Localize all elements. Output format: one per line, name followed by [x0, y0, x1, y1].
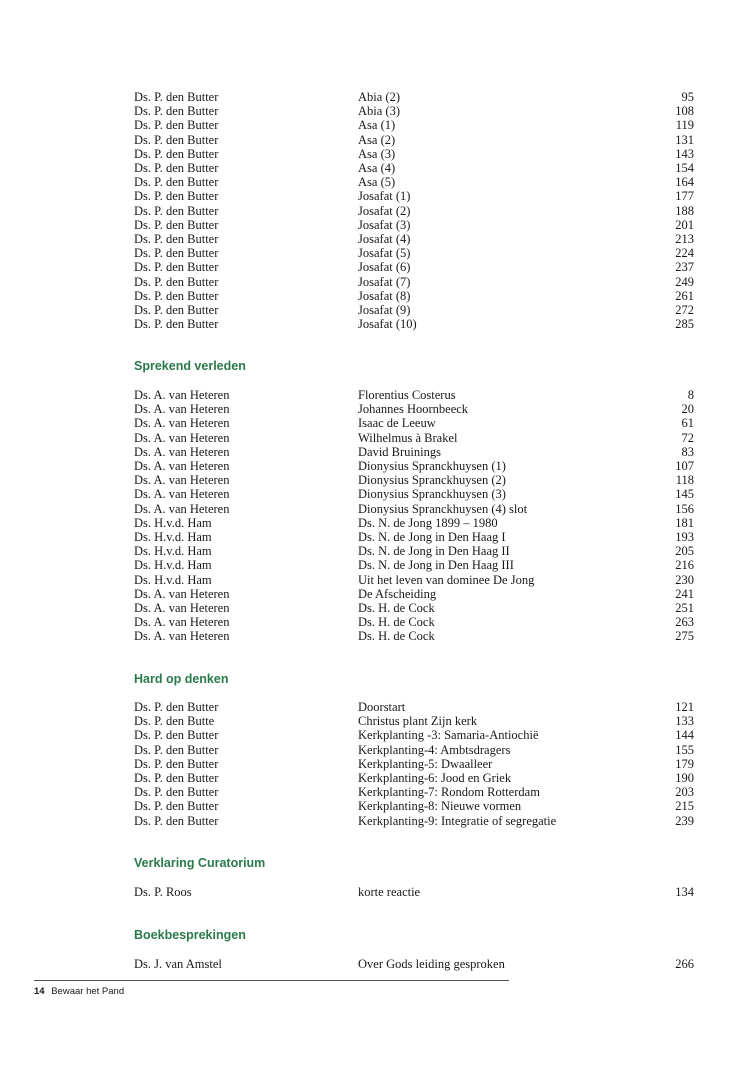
- toc-title: Josafat (9): [358, 303, 411, 317]
- toc-page-number: 61: [681, 416, 694, 431]
- toc-page-number: 143: [675, 146, 694, 161]
- toc-row: [134, 757, 694, 771]
- toc-page-number: 108: [675, 104, 694, 119]
- toc-row: [134, 402, 694, 416]
- toc-row: [134, 175, 694, 189]
- toc-page-number: 213: [675, 232, 694, 246]
- toc-row: [134, 161, 694, 175]
- toc-page-number: 156: [675, 501, 694, 516]
- toc-author: Ds. P. den Butter: [134, 785, 219, 800]
- toc-title: Josafat (8): [358, 288, 411, 303]
- toc-page-number: 179: [675, 756, 694, 771]
- toc-row: [134, 317, 694, 331]
- toc-author: Ds. P. den Butter: [134, 260, 219, 275]
- toc-row: [134, 743, 694, 757]
- toc-row: [134, 573, 694, 587]
- toc-row: [134, 147, 694, 161]
- toc-title: Josafat (3): [358, 217, 411, 232]
- toc-row: [134, 118, 694, 132]
- toc-row: [134, 431, 694, 445]
- toc-page-number: 275: [675, 629, 694, 644]
- toc-title: Ds. N. de Jong in Den Haag I: [358, 530, 506, 544]
- page-number: 14: [34, 986, 45, 997]
- toc-author: Ds. P. Roos: [134, 885, 192, 899]
- toc-page-number: 118: [675, 473, 694, 488]
- toc-row: [134, 218, 694, 232]
- toc-row: [134, 104, 694, 118]
- toc-title: Christus plant Zijn kerk: [358, 714, 478, 729]
- toc-page-number: 230: [675, 572, 694, 587]
- toc-author: Ds. A. van Heteren: [134, 473, 230, 488]
- toc-row: [134, 445, 694, 459]
- toc-row: [134, 487, 694, 501]
- toc-title: Josafat (4): [358, 232, 411, 246]
- toc-page-number: 107: [675, 459, 694, 473]
- toc-row: [134, 629, 694, 643]
- toc-title: David Bruinings: [358, 444, 441, 459]
- toc-row: [134, 275, 694, 289]
- toc-title: Kerkplanting-4: Ambtsdragers: [358, 742, 511, 757]
- toc-title: Ds. N. de Jong in Den Haag II: [358, 544, 510, 559]
- toc-author: Ds. H.v.d. Ham: [134, 558, 212, 573]
- toc-author: Ds. P. den Butter: [134, 799, 219, 814]
- toc-author: Ds. J. van Amstel: [134, 957, 222, 971]
- toc-title: Wilhelmus à Brakel: [358, 430, 458, 445]
- toc-page-number: 131: [675, 132, 694, 147]
- toc-author: Ds. H.v.d. Ham: [134, 572, 212, 587]
- toc-row: [134, 246, 694, 260]
- toc-title: Dionysius Spranckhuysen (3): [358, 487, 506, 502]
- toc-author: Ds. P. den Butter: [134, 175, 219, 190]
- toc-author: Ds. P. den Butter: [134, 246, 219, 261]
- toc-page-number: 164: [675, 175, 694, 190]
- toc-title: Josafat (5): [358, 246, 411, 261]
- toc-author: Ds. A. van Heteren: [134, 615, 230, 630]
- toc-page-number: 201: [675, 217, 694, 232]
- toc-author: Ds. A. van Heteren: [134, 430, 230, 445]
- toc-row: [134, 714, 694, 728]
- toc-title: De Afscheiding: [358, 586, 437, 601]
- toc-title: Asa (5): [358, 175, 396, 190]
- toc-title: Josafat (1): [358, 189, 411, 204]
- toc-row: [134, 544, 694, 558]
- toc-title: Ds. H. de Cock: [358, 601, 435, 615]
- toc-row: [134, 232, 694, 246]
- toc-title: Doorstart: [358, 700, 406, 714]
- toc-title: Dionysius Spranckhuysen (2): [358, 473, 506, 488]
- toc-row: [134, 785, 694, 799]
- section-heading: Verklaring Curatorium: [134, 856, 266, 870]
- toc-page-number: 119: [675, 118, 694, 133]
- toc-row: [134, 530, 694, 544]
- publication-name: Bewaar het Pand: [51, 986, 125, 997]
- toc-row: [134, 289, 694, 303]
- toc-author: Ds. A. van Heteren: [134, 629, 230, 644]
- toc-title: Asa (3): [358, 146, 396, 161]
- toc-author: Ds. P. den Butter: [134, 728, 219, 743]
- toc-author: Ds. P. den Butte: [134, 714, 215, 729]
- toc-page-number: 205: [675, 544, 694, 559]
- toc-title: Ds. H. de Cock: [358, 629, 435, 644]
- toc-row: [134, 90, 694, 104]
- toc-row: [134, 558, 694, 572]
- toc-author: Ds. A. van Heteren: [134, 388, 230, 402]
- toc-row: [134, 133, 694, 147]
- toc-author: Ds. P. den Butter: [134, 104, 219, 119]
- toc-title: Kerkplanting-8: Nieuwe vormen: [358, 799, 522, 814]
- toc-author: Ds. A. van Heteren: [134, 459, 230, 473]
- toc-author: Ds. A. van Heteren: [134, 501, 230, 516]
- toc-author: Ds. P. den Butter: [134, 274, 219, 289]
- toc-author: Ds. A. van Heteren: [134, 444, 230, 459]
- toc-page-number: 261: [675, 288, 694, 303]
- toc-author: Ds. A. van Heteren: [134, 416, 230, 431]
- toc-author: Ds. P. den Butter: [134, 189, 219, 204]
- toc-row: [134, 459, 694, 473]
- toc-row: [134, 885, 694, 899]
- toc-author: Ds. P. den Butter: [134, 90, 219, 104]
- toc-author: Ds. P. den Butter: [134, 756, 219, 771]
- toc-page-number: 239: [675, 813, 694, 828]
- toc-author: Ds. P. den Butter: [134, 146, 219, 161]
- page-footer: [34, 986, 124, 998]
- toc-author: Ds. P. den Butter: [134, 288, 219, 303]
- toc-author: Ds. H.v.d. Ham: [134, 515, 212, 530]
- toc-title: Kerkplanting -3: Samaria-Antiochië: [358, 728, 539, 743]
- toc-page-number: 133: [675, 714, 694, 729]
- toc-page-number: 224: [675, 246, 694, 261]
- toc-title: Uit het leven van dominee De Jong: [358, 572, 535, 587]
- toc-title: Josafat (10): [358, 317, 417, 332]
- toc-author: Ds. A. van Heteren: [134, 402, 230, 417]
- toc-row: [134, 260, 694, 274]
- toc-author: Ds. P. den Butter: [134, 317, 219, 332]
- toc-page-number: 177: [675, 189, 694, 204]
- toc-page-number: 121: [675, 700, 694, 714]
- toc-page-number: 72: [681, 430, 694, 445]
- toc-page-number: 193: [675, 530, 694, 544]
- toc-title: Ds. N. de Jong in Den Haag III: [358, 558, 514, 573]
- toc-row: [134, 473, 694, 487]
- toc-author: Ds. H.v.d. Ham: [134, 544, 212, 559]
- toc-row: [134, 204, 694, 218]
- toc-page-number: 144: [675, 728, 694, 743]
- toc-page-number: 181: [675, 515, 694, 530]
- toc-page-number: 134: [675, 885, 694, 899]
- toc-row: [134, 416, 694, 430]
- toc-page-number: 251: [675, 601, 694, 615]
- toc-author: Ds. P. den Butter: [134, 118, 219, 133]
- toc-page-number: 8: [687, 388, 694, 402]
- toc-page-number: 215: [675, 799, 694, 814]
- toc-author: Ds. H.v.d. Ham: [134, 530, 212, 544]
- toc-page-number: 145: [675, 487, 694, 502]
- toc-author: Ds. P. den Butter: [134, 203, 219, 218]
- toc-page-number: 263: [675, 615, 694, 630]
- toc-row: [134, 189, 694, 203]
- toc-row: [134, 799, 694, 813]
- toc-author: Ds. P. den Butter: [134, 303, 219, 317]
- toc-title: Josafat (6): [358, 260, 411, 275]
- toc-title: Asa (4): [358, 161, 396, 175]
- toc-title: Abia (3): [358, 104, 400, 119]
- toc-row: [134, 587, 694, 601]
- toc-row: [134, 601, 694, 615]
- toc-author: Ds. P. den Butter: [134, 813, 219, 828]
- toc-page-number: 154: [675, 161, 694, 175]
- toc-title: korte reactie: [358, 885, 421, 899]
- toc-page-number: 188: [675, 203, 694, 218]
- toc-row: [134, 728, 694, 742]
- toc-title: Florentius Costerus: [358, 388, 456, 402]
- toc-title: Kerkplanting-7: Rondom Rotterdam: [358, 785, 540, 800]
- toc-title: Dionysius Spranckhuysen (4) slot: [358, 501, 528, 516]
- toc-row: [134, 388, 694, 402]
- toc-title: Josafat (7): [358, 274, 411, 289]
- toc-author: Ds. P. den Butter: [134, 161, 219, 175]
- toc-author: Ds. P. den Butter: [134, 132, 219, 147]
- toc-row: [134, 771, 694, 785]
- toc-author: Ds. A. van Heteren: [134, 487, 230, 502]
- footer-divider: [34, 980, 509, 981]
- toc-row: [134, 814, 694, 828]
- toc-title: Kerkplanting-9: Integratie of segregatie: [358, 813, 557, 828]
- toc-title: Johannes Hoornbeeck: [358, 402, 469, 417]
- toc-author: Ds. P. den Butter: [134, 771, 219, 785]
- toc-title: Asa (1): [358, 118, 396, 133]
- toc-page-number: 241: [675, 586, 694, 601]
- toc-page-number: 249: [675, 274, 694, 289]
- toc-title: Josafat (2): [358, 203, 411, 218]
- toc-page-number: 190: [675, 771, 694, 785]
- toc-title: Isaac de Leeuw: [358, 416, 436, 431]
- toc-page-number: 237: [675, 260, 694, 275]
- toc-page-number: 285: [675, 317, 694, 332]
- toc-author: Ds. P. den Butter: [134, 700, 219, 714]
- toc-author: Ds. P. den Butter: [134, 232, 219, 246]
- toc-title: Kerkplanting-5: Dwaalleer: [358, 756, 493, 771]
- toc-page-number: 272: [675, 303, 694, 317]
- toc-page-number: 83: [681, 444, 694, 459]
- toc-page-number: 266: [675, 957, 694, 971]
- toc-title: Ds. H. de Cock: [358, 615, 435, 630]
- toc-title: Dionysius Spranckhuysen (1): [358, 459, 506, 473]
- toc-row: [134, 516, 694, 530]
- toc-title: Asa (2): [358, 132, 396, 147]
- toc-page-number: 216: [675, 558, 694, 573]
- toc-author: Ds. A. van Heteren: [134, 586, 230, 601]
- section-heading: Hard op denken: [134, 672, 229, 686]
- toc-row: [134, 615, 694, 629]
- toc-row: [134, 502, 694, 516]
- toc-page-number: 155: [675, 742, 694, 757]
- section-heading: Boekbesprekingen: [134, 928, 246, 942]
- toc-page-number: 20: [681, 402, 694, 417]
- toc-row: [134, 957, 694, 971]
- toc-author: Ds. P. den Butter: [134, 742, 219, 757]
- toc-title: Abia (2): [358, 90, 400, 104]
- toc-author: Ds. P. den Butter: [134, 217, 219, 232]
- toc-row: [134, 303, 694, 317]
- section-heading: Sprekend verleden: [134, 359, 246, 373]
- toc-page-number: 203: [675, 785, 694, 800]
- toc-row: [134, 700, 694, 714]
- toc-title: Ds. N. de Jong 1899 – 1980: [358, 515, 498, 530]
- toc-page-number: 95: [681, 90, 694, 104]
- toc-author: Ds. A. van Heteren: [134, 601, 230, 615]
- toc-title: Over Gods leiding gesproken: [358, 957, 505, 971]
- toc-title: Kerkplanting-6: Jood en Griek: [358, 771, 512, 785]
